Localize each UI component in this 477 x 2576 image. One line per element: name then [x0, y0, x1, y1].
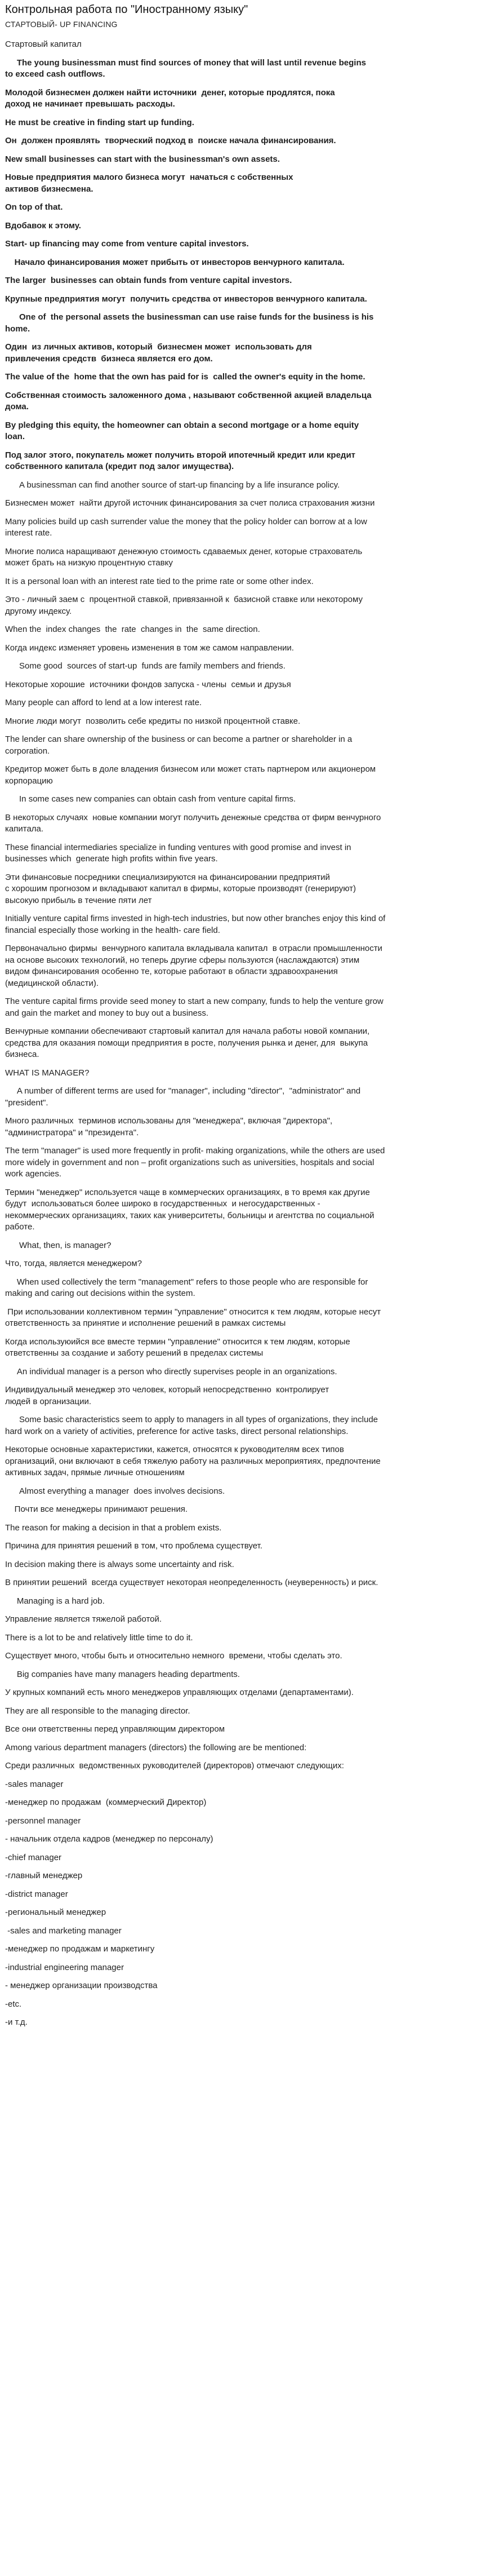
paragraph: By pledging this equity, the homeowner can obtain a second mortgage or a home equity loan. [5, 420, 359, 441]
paragraph: These financial intermediaries specialize in funding ventures with good promise and invest in businesses which generate high profits within five years. [5, 842, 351, 864]
paragraph: Big companies have many managers heading departments. [5, 1669, 240, 1679]
paragraph: Many people can afford to lend at a low interest rate. [5, 698, 202, 707]
paragraph: Start- up financing may come from venture capital investors. [5, 239, 249, 249]
paragraph: Термин "менеджер" используется чаще в коммерческих организациях, в то время как другие будут использоваться более широко в государственных и негосударственных - некоммерческих организациях, таких как университеты, больницы и агентства по социальной работе. [5, 1187, 375, 1232]
paragraph: Эти финансовые посредники специализируются на финансировании предприятий с хорошим прогнозом и вкладывают капитал в фирмы, которые производят (генерируют) высокую прибыль в течение пяти лет [5, 872, 356, 905]
paragraph: Начало финансирования может прибыть от инвесторов венчурного капитала. [5, 257, 345, 267]
paragraph: Managing is a hard job. [5, 1596, 105, 1606]
paragraph: Первоначально фирмы венчурного капитала вкладывала капитал в отрасли промышленности на основе высоких технологий, но теперь другие сферы пользуются (наслаждаются) этим видом финансирования особенно те, которые работают в области здравоохранения (медицинской области). [5, 944, 382, 988]
document-subtitle: СТАРТОВЫЙ- UP FINANCING [5, 20, 118, 29]
paragraph: Крупные предприятия могут получить средства от инвесторов венчурного капитала. [5, 294, 367, 304]
paragraph: -chief manager [5, 1852, 62, 1862]
paragraph: -региональный менеджер [5, 1907, 106, 1917]
paragraph: Некоторые хорошие источники фондов запуска - члены семьи и друзья [5, 679, 291, 689]
page-title: Контрольная работа по "Иностранному языку" [5, 3, 248, 16]
paragraph: У крупных компаний есть много менеджеров управляющих отделами (департаментами). [5, 1688, 354, 1697]
paragraph: - начальник отдела кадров (менеджер по персоналу) [5, 1834, 213, 1844]
paragraph: There is a lot to be and relatively little time to do it. [5, 1632, 193, 1643]
paragraph: WHAT IS MANAGER? [5, 1068, 90, 1078]
paragraph: Существует много, чтобы быть и относительно немного времени, чтобы сделать это. [5, 1651, 342, 1661]
paragraph: В некоторых случаях новые компании могут получить денежные средства от фирм венчурного капитала. [5, 812, 381, 834]
paragraph: The value of the home that the own has paid for is called the owner's equity in the home. [5, 372, 365, 382]
paragraph: Управление является тяжелой работой. [5, 1614, 162, 1624]
paragraph: Many policies build up cash surrender value the money that the policy holder can borrow at a low interest rate. [5, 516, 367, 538]
paragraph: An individual manager is a person who directly supervises people in an organizations. [5, 1366, 337, 1376]
paragraph: When the index changes the rate changes in the same direction. [5, 625, 260, 634]
paragraph: -personnel manager [5, 1816, 81, 1826]
paragraph: Много различных терминов использованы для "менеджера", включая "директора", "администратора" и "президента". [5, 1116, 333, 1137]
paragraph: The term "manager" is used more frequently in profit- making organizations, while the others are used more widely in government and non – profit organizations such as universities, hospitals and social work agencies. [5, 1146, 385, 1179]
paragraph: It is a personal loan with an interest rate tied to the prime rate or some other index. [5, 576, 314, 586]
paragraph: The larger businesses can obtain funds from venture capital investors. [5, 276, 292, 285]
paragraph: A number of different terms are used for "manager", including "director", "administrator" and "president". [5, 1086, 361, 1108]
paragraph: Стартовый капитал [5, 39, 82, 49]
paragraph: Индивидуальный менеджер это человек, который непосредственно контролирует людей в организации. [5, 1385, 329, 1406]
paragraph: -и т.д. [5, 2017, 28, 2027]
paragraph: On top of that. [5, 202, 63, 212]
paragraph: Собственная стоимость заложенного дома , называют собственной акцией владельца дома. [5, 390, 372, 411]
paragraph: -sales manager [5, 1779, 64, 1789]
paragraph: Some basic characteristics seem to apply to managers in all types of organizations, they include hard work on a variety of activities, preference for active tasks, direct personal relationships. [5, 1415, 378, 1436]
paragraph: -менеджер по продажам (коммерческий Директор) [5, 1798, 207, 1807]
paragraph: In decision making there is always some uncertainty and risk. [5, 1559, 234, 1569]
paragraph: Под залог этого, покупатель может получить второй ипотечный кредит или кредит собственного капитала (кредит под залог имущества). [5, 450, 356, 471]
paragraph: What, then, is manager? [5, 1240, 112, 1250]
paragraph: Он должен проявлять творческий подход в поиске начала финансирования. [5, 136, 336, 145]
paragraph: -etc. [5, 1999, 22, 2009]
paragraph: Молодой бизнесмен должен найти источники денег, которые продлятся, пока доход не начинает превышать расходы. [5, 87, 335, 109]
paragraph: Initially venture capital firms invested in high-tech industries, but now other branches enjoy this kind of financial especially those working in the health- care field. [5, 914, 386, 935]
paragraph: One of the personal assets the businessman can use raise funds for the business is his home. [5, 312, 374, 334]
paragraph: Причина для принятия решений в том, что проблема существует. [5, 1541, 262, 1551]
paragraph: Кредитор может быть в доле владения бизнесом или может стать партнером или акционером корпорацию [5, 764, 376, 786]
paragraph: -главный менеджер [5, 1871, 83, 1880]
paragraph: Новые предприятия малого бизнеса могут начаться с собственных активов бизнесмена. [5, 172, 293, 194]
paragraph: Многие полиса наращивают денежную стоимость сдаваемых денег, которые страхователь может брать на низкую процентную ставку [5, 546, 363, 568]
paragraph: Что, тогда, является менеджером? [5, 1259, 142, 1268]
paragraph: Когда индекс изменяет уровень изменения в том же самом направлении. [5, 643, 294, 653]
paragraph: When used collectively the term "management" refers to those people who are responsible for making and caring out decisions within the system. [5, 1277, 368, 1298]
paragraph: Это - личный заем с процентной ставкой, привязанной к базисной ставке или некоторому другому индексу. [5, 595, 363, 616]
paragraph: Все они ответственны перед управляющим директором [5, 1724, 225, 1734]
paragraph: -менеджер по продажам и маркетингу [5, 1944, 155, 1954]
paragraph: Вдобавок к этому. [5, 220, 81, 231]
paragraph: He must be creative in finding start up funding. [5, 117, 194, 127]
paragraph: Some good sources of start-up funds are family members and friends. [5, 661, 286, 671]
paragraph: The venture capital firms provide seed money to start a new company, funds to help the venture grow and gain the market and money to buy out a business. [5, 997, 384, 1018]
paragraph: In some cases new companies can obtain cash from venture capital firms. [5, 794, 296, 804]
paragraph: В принятии решений всегда существует некоторая неопределенность (неуверенность) и риск. [5, 1578, 378, 1587]
paragraph: Венчурные компании обеспечивают стартовый капитал для начала работы новой компании, средства для оказания помощи предприятия в росте, получения рынка и денег, для выкупа бизнеса. [5, 1026, 370, 1059]
paragraph: A businessman can find another source of start-up financing by a life insurance policy. [5, 480, 340, 490]
paragraph: Almost everything a manager does involves decisions. [5, 1486, 225, 1496]
paragraph: Один из личных активов, который бизнесмен может использовать для привлечения средств бизнеса является его дом. [5, 342, 312, 364]
paragraph: The reason for making a decision in that a problem exists. [5, 1522, 222, 1533]
paragraph: -district manager [5, 1889, 68, 1899]
paragraph: Почти все менеджеры принимают решения. [5, 1504, 188, 1514]
paragraph: The young businessman must find sources of money that will last until revenue begins to exceed cash outflows. [5, 57, 366, 79]
paragraph: Среди различных ведомственных руководителей (директоров) отмечают следующих: [5, 1761, 344, 1771]
paragraph: -sales and marketing manager [5, 1926, 122, 1936]
paragraph: Among various department managers (directors) the following are be mentioned: [5, 1742, 307, 1752]
paragraph: При использовании коллективном термин "управление" относится к тем людям, которые несут ответственность за принятие и исполнение решений в рамках системы [5, 1307, 381, 1328]
paragraph: Когда используюийся все вместе термин "управление" относится к тем людям, которые ответственны за создание и заботу решений в пределах системы [5, 1336, 350, 1358]
paragraph: They are all responsible to the managing director. [5, 1706, 190, 1716]
paragraph: - менеджер организации производства [5, 1981, 158, 1990]
paragraph: The lender can share ownership of the business or can become a partner or shareholder in a corporation. [5, 734, 353, 756]
paragraph: Многие люди могут позволить себе кредиты по низкой процентной ставке. [5, 716, 301, 726]
paragraph: Бизнесмен может найти другой источник финансирования за счет полиса страхования жизни [5, 498, 375, 508]
paragraph: Некоторые основные характеристики, кажется, относятся к руководителям всех типов организаций, они включают в себя тяжелую работу на различных мероприятиях, предпочтение активных задач, прямые личные отношениям [5, 1445, 381, 1477]
paragraph: -industrial engineering manager [5, 1962, 124, 1972]
paragraph: New small businesses can start with the businessman's own assets. [5, 154, 280, 164]
document-body [5, 39, 472, 2029]
